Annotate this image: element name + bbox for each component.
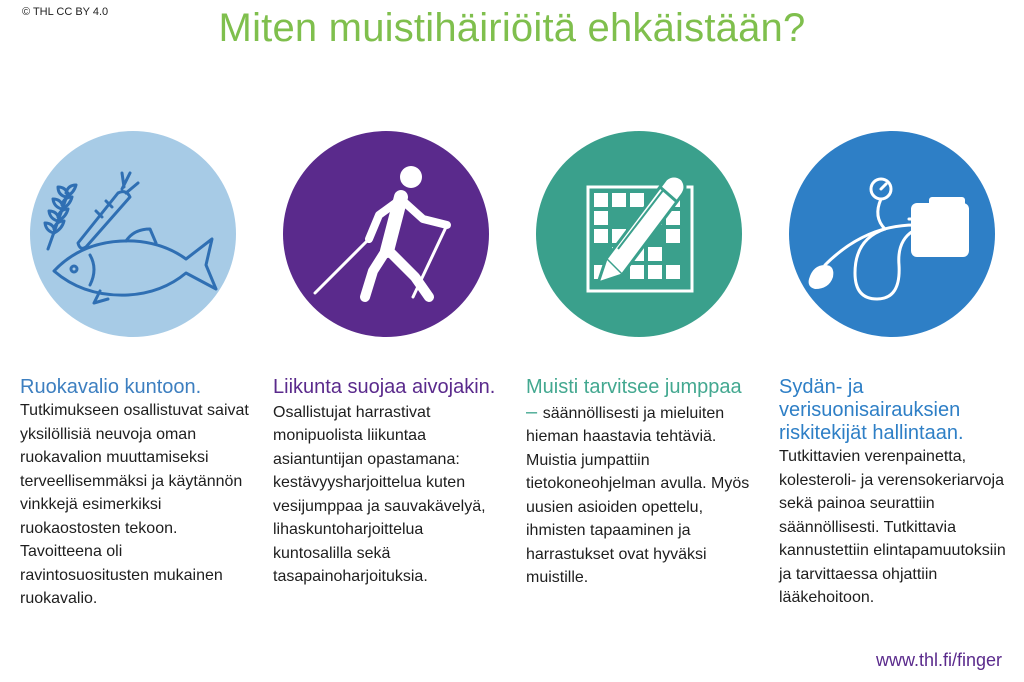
- diet-circle: [30, 131, 236, 337]
- copyright-credit: © THL CC BY 4.0: [22, 6, 109, 18]
- diet-heading: Ruokavalio kuntoon.: [20, 376, 202, 398]
- exercise-column: [273, 376, 503, 589]
- exercise-body: Osallistujat harrastivat monipuolista liikuntaa asiantuntijan opastamana: kestävyysharjoittelua kuten vesijumppaa ja sauvakävelyä, lihaskuntoharjoittelua kuntosalilla sekä tasapainoharjoituksia.: [273, 403, 486, 585]
- footer-link[interactable]: www.thl.fi/finger: [875, 650, 1002, 670]
- blood-pressure-meter-icon: [789, 131, 995, 337]
- diet-body: Tutkimukseen osallistuvat saivat yksilöllisiä neuvoja oman ruokavalion muuttamiseksi terveellisemmäksi ja käytännön vinkkejä esimerkiksi ruokaostosten tekoon. Tavoitteena oli ravintosuositusten mukainen ruokavalio.: [20, 402, 249, 607]
- heart-column: [779, 376, 1009, 610]
- crossword-pencil-icon: [536, 131, 742, 337]
- heart-circle: [789, 131, 995, 337]
- nordic-walking-icon: [283, 131, 489, 337]
- food-icon: [30, 131, 236, 337]
- page-title: Miten muistihäiriöitä ehkäistään?: [218, 6, 806, 50]
- memory-column: [526, 376, 756, 590]
- exercise-circle: [283, 131, 489, 337]
- heart-heading: Sydän- ja verisuonisairauksien riskitekijät hallintaan.: [779, 376, 964, 444]
- memory-circle: [536, 131, 742, 337]
- heart-body: Tutkittavien verenpainetta, kolesteroli- ja verensokeriarvoja sekä painoa seurattiin säännöllisesti. Tutkittavia kannustettiin elintapamuutoksiin ja tarvittaessa ohjattiin lääkehoitoon.: [779, 448, 1006, 606]
- memory-heading: Muisti tarvitsee jumppaa –: [526, 376, 742, 423]
- exercise-heading: Liikunta suojaa aivojakin.: [273, 376, 496, 398]
- diet-column: [20, 376, 250, 611]
- memory-body: säännöllisesti ja mieluiten hieman haastavia tehtäviä. Muistia jumpattiin tietokoneohjelman avulla. Myös uusien asioiden opettelu, ihmisten tapaaminen ja harrastukset ovat hyväksi muistille.: [526, 404, 750, 586]
